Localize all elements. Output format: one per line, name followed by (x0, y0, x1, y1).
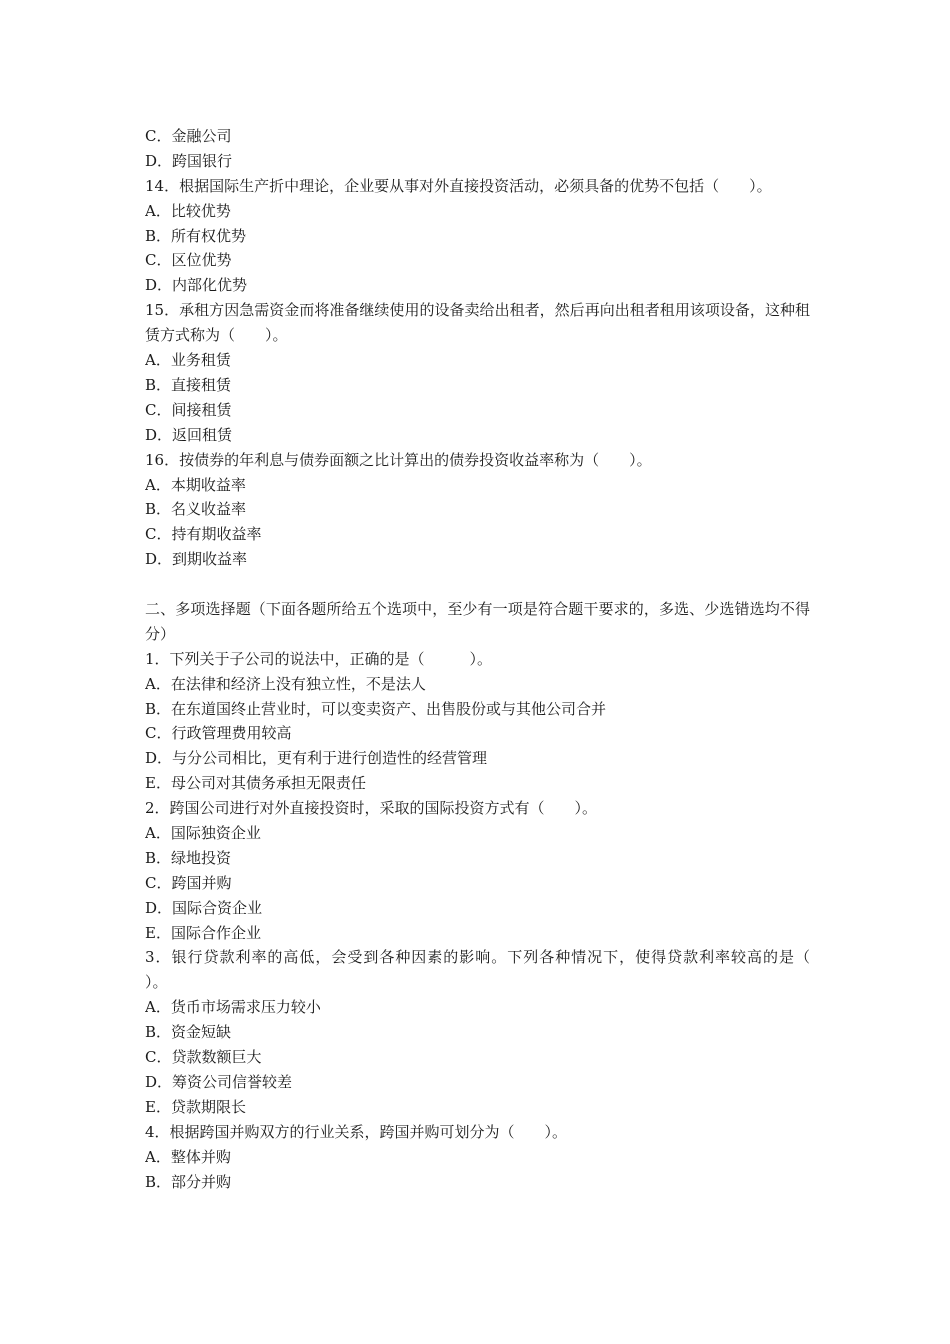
mc2-option-e: E．国际合作企业 (145, 923, 261, 942)
mc3-option-b: B．资金短缺 (145, 1023, 232, 1042)
mc3-option-e: E．贷款期限长 (145, 1097, 246, 1116)
option-c-financial-company: C．金融公司 (145, 127, 232, 145)
mc3-option-a: A．货币市场需求压力较小 (145, 998, 321, 1017)
q14-option-b: B．所有权优势 (145, 226, 247, 245)
question-15: 15．承租方因急需资金而将准备继续使用的设备卖给出租者，然后再向出租者租用该项设备，这种租赁方式称为（ ）。 (145, 301, 810, 345)
mc1-option-a: A．在法律和经济上没有独立性，不是法人 (145, 674, 426, 693)
q15-option-c: C．间接租赁 (145, 400, 232, 419)
mc1-option-b: B．在东道国终止营业时，可以变卖资产、出售股份或与其他公司合并 (145, 699, 607, 718)
mc1-option-e: E．母公司对其债务承担无限责任 (145, 774, 366, 793)
q16-option-b: B．名义收益率 (145, 500, 247, 519)
mc4-option-a: A．整体并购 (145, 1147, 231, 1166)
q14-option-c: C．区位优势 (145, 251, 232, 270)
q15-option-a: A．业务租赁 (145, 351, 231, 370)
question-14: 14．根据国际生产折中理论，企业要从事对外直接投资活动，必须具备的优势不包括（ ）。 (145, 176, 772, 195)
document-body (145, 124, 841, 1194)
q15-option-d: D．返回租赁 (145, 425, 233, 444)
question-16: 16．按债券的年利息与债券面额之比计算出的债券投资收益率称为（ ）。 (145, 450, 652, 469)
mc2-option-a: A．国际独资企业 (145, 824, 261, 843)
section-heading-multiple-choice: 二、多项选择题（下面各题所给五个选项中，至少有一项是符合题干要求的，多选、少选错选均不得分） (145, 599, 810, 643)
blank-line (145, 572, 810, 597)
q16-option-d: D．到期收益率 (145, 550, 248, 569)
mc3-option-d: D．筹资公司信誉较差 (145, 1072, 293, 1091)
mc2-option-d: D．国际合资企业 (145, 898, 263, 917)
mc-question-2: 2．跨国公司进行对外直接投资时，采取的国际投资方式有（ ）。 (145, 799, 598, 818)
q16-option-c: C．持有期收益率 (145, 525, 262, 544)
q16-option-a: A．本期收益率 (145, 475, 246, 494)
option-d-multinational-bank: D．跨国银行 (145, 151, 233, 170)
mc-question-3: 3．银行贷款利率的高低，会受到各种因素的影响。下列各种情况下，使得贷款利率较高的是（ ）。 (145, 948, 841, 992)
q14-option-a: A．比较优势 (145, 201, 231, 220)
mc3-option-c: C．贷款数额巨大 (145, 1048, 262, 1067)
q14-option-d: D．内部化优势 (145, 276, 248, 295)
mc1-option-d: D．与分公司相比，更有利于进行创造性的经营管理 (145, 749, 488, 768)
mc4-option-b: B．部分并购 (145, 1172, 232, 1191)
q15-option-b: B．直接租赁 (145, 375, 232, 394)
mc2-option-b: B．绿地投资 (145, 848, 232, 867)
mc2-option-c: C．跨国并购 (145, 873, 232, 892)
mc-question-4: 4．根据跨国并购双方的行业关系，跨国并购可划分为（ ）。 (145, 1122, 568, 1141)
mc1-option-c: C．行政管理费用较高 (145, 724, 292, 743)
mc-question-1: 1．下列关于子公司的说法中，正确的是（ ）。 (145, 649, 493, 668)
